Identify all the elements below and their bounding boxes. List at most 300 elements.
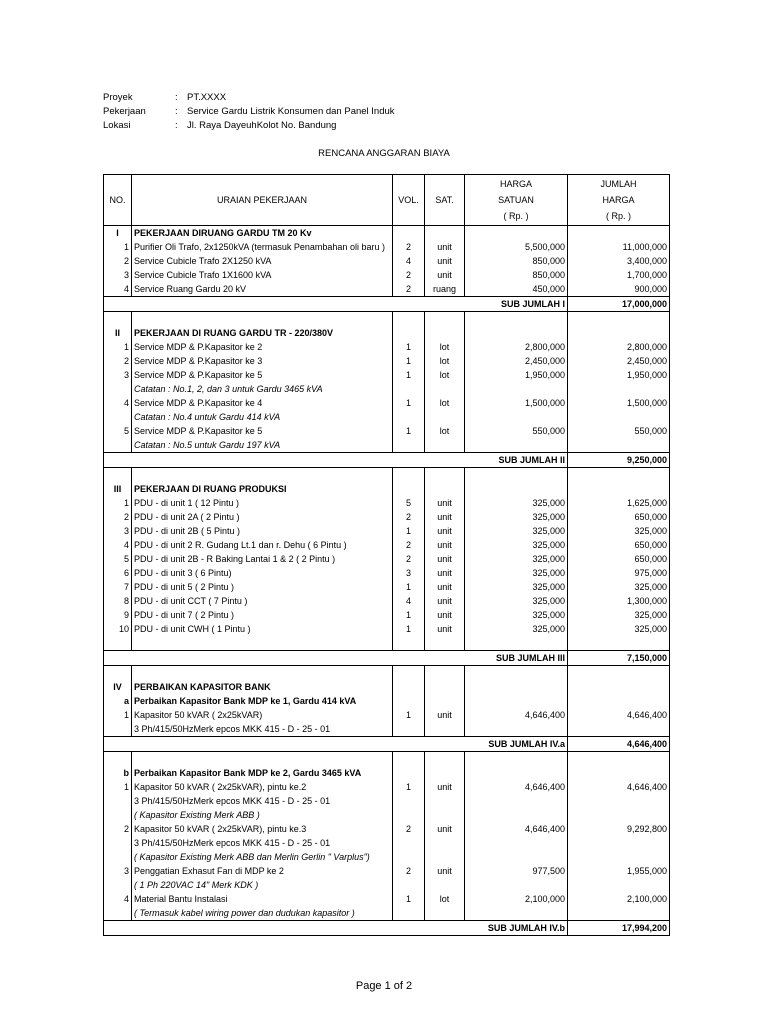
- row-unit-price: 2,100,000: [465, 892, 568, 906]
- subtotal-value: 7,150,000: [568, 651, 670, 666]
- row-description: PDU - di unit 7 ( 2 Pintu ): [132, 608, 393, 622]
- row-total-price: [568, 906, 670, 921]
- row-number: II: [104, 326, 132, 340]
- project-header: [103, 91, 395, 133]
- row-volume: 4: [393, 254, 425, 268]
- row-description: Service MDP & P.Kapasitor ke 5: [132, 368, 393, 382]
- subtotal-blank: [132, 297, 393, 312]
- row-total-price: [568, 878, 670, 892]
- subtotal-blank: [393, 453, 425, 468]
- table-row: [104, 368, 670, 382]
- section-row: [104, 226, 670, 241]
- spacer-cell: [104, 752, 132, 767]
- subtotal-blank: [132, 651, 393, 666]
- row-number: [104, 410, 132, 424]
- row-unit-price: 325,000: [465, 524, 568, 538]
- row-number: [104, 722, 132, 737]
- row-number: [104, 794, 132, 808]
- row-unit: [425, 836, 465, 850]
- subtotal-blank: [425, 453, 465, 468]
- header-jumlah-line1: JUMLAH: [600, 179, 637, 189]
- row-number: 2: [104, 254, 132, 268]
- row-number: [104, 836, 132, 850]
- table-row: [104, 524, 670, 538]
- row-unit: lot: [425, 354, 465, 368]
- spacer-cell: [425, 312, 465, 327]
- table-row: [104, 510, 670, 524]
- header-sat: SAT.: [425, 175, 465, 226]
- row-total-price: 900,000: [568, 282, 670, 297]
- subtotal-label: SUB JUMLAH I: [465, 297, 568, 312]
- table-header-row: [104, 175, 670, 226]
- row-number: 5: [104, 552, 132, 566]
- row-unit-price: [465, 680, 568, 694]
- row-unit: ruang: [425, 282, 465, 297]
- row-unit: lot: [425, 892, 465, 906]
- subtotal-blank: [132, 453, 393, 468]
- note-row: [104, 850, 670, 864]
- header-colon: :: [175, 92, 178, 103]
- row-unit: unit: [425, 594, 465, 608]
- subtotal-blank: [425, 651, 465, 666]
- row-volume: 5: [393, 496, 425, 510]
- row-unit: unit: [425, 524, 465, 538]
- spacer-cell: [465, 636, 568, 651]
- row-unit: [425, 382, 465, 396]
- spacer-row: [104, 752, 670, 767]
- table-row: [104, 622, 670, 636]
- row-volume: [393, 680, 425, 694]
- table-row: [104, 538, 670, 552]
- row-number: 3: [104, 368, 132, 382]
- row-number: 2: [104, 510, 132, 524]
- header-vol: VOL.: [393, 175, 425, 226]
- spacer-cell: [425, 666, 465, 681]
- row-number: [104, 878, 132, 892]
- table-row: [104, 580, 670, 594]
- subtotal-row: [104, 921, 670, 936]
- note-row: [104, 438, 670, 453]
- row-volume: [393, 878, 425, 892]
- section-row: [104, 326, 670, 340]
- header-colon: :: [175, 120, 178, 131]
- row-volume: [393, 694, 425, 708]
- row-unit-price: 325,000: [465, 552, 568, 566]
- row-unit-price: 325,000: [465, 496, 568, 510]
- header-jumlah-harga: [568, 175, 670, 226]
- row-number: 3: [104, 864, 132, 878]
- row-total-price: 2,800,000: [568, 340, 670, 354]
- table-row: [104, 340, 670, 354]
- row-description: 3 Ph/415/50HzMerk epcos MKK 415 - D - 25 - 01: [132, 794, 393, 808]
- row-total-price: 1,625,000: [568, 496, 670, 510]
- spacer-cell: [132, 752, 393, 767]
- row-unit: unit: [425, 780, 465, 794]
- header-uraian: URAIAN PEKERJAAN: [132, 175, 393, 226]
- row-description: Penggatian Exhasut Fan di MDP ke 2: [132, 864, 393, 878]
- section-row: [104, 694, 670, 708]
- row-total-price: [568, 694, 670, 708]
- row-volume: 2: [393, 282, 425, 297]
- table-row: [104, 254, 670, 268]
- row-description: Catatan : No.1, 2, dan 3 untuk Gardu 3465 kVA: [132, 382, 393, 396]
- row-volume: 1: [393, 608, 425, 622]
- row-total-price: [568, 326, 670, 340]
- row-unit: [425, 808, 465, 822]
- spacer-cell: [132, 636, 393, 651]
- row-total-price: 4,646,400: [568, 780, 670, 794]
- row-unit: unit: [425, 822, 465, 836]
- row-description: Service MDP & P.Kapasitor ke 5: [132, 424, 393, 438]
- row-description: PDU - di unit 1 ( 12 Pintu ): [132, 496, 393, 510]
- row-description: Service MDP & P.Kapasitor ke 2: [132, 340, 393, 354]
- table-row: [104, 424, 670, 438]
- row-description: PDU - di unit 2B - R Baking Lantai 1 & 2 ( 2 Pintu ): [132, 552, 393, 566]
- document-title: RENCANA ANGGARAN BIAYA: [318, 148, 450, 159]
- budget-table: [103, 174, 670, 936]
- row-number: 3: [104, 524, 132, 538]
- row-volume: 1: [393, 780, 425, 794]
- table-row: [104, 240, 670, 254]
- table-row: [104, 282, 670, 297]
- row-number: 4: [104, 282, 132, 297]
- spacer-cell: [132, 666, 393, 681]
- row-unit: [425, 766, 465, 780]
- row-unit-price: 325,000: [465, 594, 568, 608]
- subtotal-blank: [132, 921, 393, 936]
- note-row: [104, 722, 670, 737]
- row-unit: unit: [425, 580, 465, 594]
- row-total-price: 325,000: [568, 580, 670, 594]
- row-description: PDU - di unit 5 ( 2 Pintu ): [132, 580, 393, 594]
- subtotal-value: 17,994,200: [568, 921, 670, 936]
- subtotal-label: SUB JUMLAH II: [465, 453, 568, 468]
- row-description: Catatan : No.4 untuk Gardu 414 kVA: [132, 410, 393, 424]
- row-volume: 2: [393, 864, 425, 878]
- row-total-price: 325,000: [568, 524, 670, 538]
- spacer-cell: [568, 468, 670, 483]
- spacer-cell: [465, 468, 568, 483]
- row-unit: [425, 694, 465, 708]
- header-value: Jl. Raya DayeuhKolot No. Bandung: [187, 120, 337, 131]
- row-unit: [425, 794, 465, 808]
- row-volume: 2: [393, 552, 425, 566]
- row-volume: 1: [393, 892, 425, 906]
- row-unit-price: 2,800,000: [465, 340, 568, 354]
- header-row: [103, 91, 395, 105]
- row-unit-price: [465, 326, 568, 340]
- row-volume: 1: [393, 368, 425, 382]
- row-number: 6: [104, 566, 132, 580]
- row-volume: [393, 766, 425, 780]
- table-row: [104, 780, 670, 794]
- row-number: 2: [104, 354, 132, 368]
- row-volume: 1: [393, 708, 425, 722]
- row-volume: 1: [393, 396, 425, 410]
- spacer-cell: [132, 468, 393, 483]
- row-unit-price: [465, 766, 568, 780]
- row-description: 3 Ph/415/50HzMerk epcos MKK 415 - D - 25 - 01: [132, 722, 393, 737]
- row-total-price: [568, 850, 670, 864]
- row-number: [104, 438, 132, 453]
- row-volume: 1: [393, 424, 425, 438]
- note-row: [104, 382, 670, 396]
- subtotal-row: [104, 651, 670, 666]
- spacer-cell: [465, 752, 568, 767]
- row-volume: 2: [393, 538, 425, 552]
- row-total-price: [568, 482, 670, 496]
- row-volume: [393, 836, 425, 850]
- spacer-cell: [393, 666, 425, 681]
- row-total-price: [568, 808, 670, 822]
- row-description: Material Bantu Instalasi: [132, 892, 393, 906]
- row-total-price: [568, 766, 670, 780]
- row-volume: 2: [393, 240, 425, 254]
- row-unit-price: [465, 226, 568, 241]
- row-total-price: 1,500,000: [568, 396, 670, 410]
- table-row: [104, 608, 670, 622]
- spacer-cell: [568, 752, 670, 767]
- row-number: 10: [104, 622, 132, 636]
- row-unit: [425, 906, 465, 921]
- spacer-cell: [568, 312, 670, 327]
- row-unit: unit: [425, 510, 465, 524]
- table-row: [104, 594, 670, 608]
- subtotal-blank: [393, 651, 425, 666]
- spacer-cell: [425, 752, 465, 767]
- row-description: PEKERJAAN DI RUANG GARDU TR - 220/380V: [132, 326, 393, 340]
- note-row: [104, 906, 670, 921]
- spacer-cell: [568, 666, 670, 681]
- row-unit: lot: [425, 396, 465, 410]
- row-unit-price: 2,450,000: [465, 354, 568, 368]
- table-row: [104, 708, 670, 722]
- row-volume: [393, 808, 425, 822]
- row-unit-price: 4,646,400: [465, 822, 568, 836]
- spacer-cell: [393, 636, 425, 651]
- page-number: Page 1 of 2: [355, 980, 413, 992]
- subtotal-blank: [425, 921, 465, 936]
- subtotal-blank: [104, 297, 132, 312]
- row-unit: lot: [425, 340, 465, 354]
- spacer-cell: [568, 636, 670, 651]
- row-number: 4: [104, 396, 132, 410]
- row-unit-price: 1,500,000: [465, 396, 568, 410]
- row-unit-price: [465, 808, 568, 822]
- row-unit: unit: [425, 538, 465, 552]
- spacer-cell: [104, 312, 132, 327]
- row-unit: [425, 226, 465, 241]
- row-number: I: [104, 226, 132, 241]
- row-number: a: [104, 694, 132, 708]
- row-unit: lot: [425, 368, 465, 382]
- row-unit-price: 5,500,000: [465, 240, 568, 254]
- row-volume: [393, 438, 425, 453]
- table-row: [104, 354, 670, 368]
- row-description: PDU - di unit 3 ( 6 Pintu): [132, 566, 393, 580]
- row-unit-price: 850,000: [465, 254, 568, 268]
- header-row: [103, 105, 395, 119]
- row-unit-price: 1,950,000: [465, 368, 568, 382]
- subtotal-value: 17,000,000: [568, 297, 670, 312]
- row-total-price: [568, 438, 670, 453]
- row-unit: lot: [425, 424, 465, 438]
- spacer-cell: [393, 752, 425, 767]
- row-description: ( Termasuk kabel wiring power dan dudukan kapasitor ): [132, 906, 393, 921]
- row-total-price: 650,000: [568, 510, 670, 524]
- spacer-cell: [425, 636, 465, 651]
- row-description: ( Kapasitor Existing Merk ABB dan Merlin Gerlin " Varplus"): [132, 850, 393, 864]
- row-number: 1: [104, 708, 132, 722]
- row-unit: [425, 850, 465, 864]
- spacer-cell: [465, 666, 568, 681]
- row-volume: 2: [393, 268, 425, 282]
- spacer-cell: [104, 636, 132, 651]
- row-volume: [393, 382, 425, 396]
- row-volume: 4: [393, 594, 425, 608]
- header-value: PT.XXXX: [187, 92, 227, 103]
- row-volume: 1: [393, 622, 425, 636]
- row-number: 1: [104, 780, 132, 794]
- header-harga-line2: SATUAN: [498, 195, 534, 205]
- row-number: [104, 808, 132, 822]
- table-row: [104, 496, 670, 510]
- note-row: [104, 794, 670, 808]
- subtotal-blank: [104, 737, 132, 752]
- row-total-price: 650,000: [568, 538, 670, 552]
- row-description: PDU - di unit 2B ( 5 Pintu ): [132, 524, 393, 538]
- spacer-cell: [393, 468, 425, 483]
- table-row: [104, 552, 670, 566]
- row-description: Kapasitor 50 kVAR ( 2x25kVAR): [132, 708, 393, 722]
- row-unit-price: 325,000: [465, 622, 568, 636]
- header-label: Lokasi: [103, 120, 131, 131]
- row-volume: 2: [393, 510, 425, 524]
- subtotal-blank: [104, 453, 132, 468]
- row-number: III: [104, 482, 132, 496]
- spacer-cell: [132, 312, 393, 327]
- row-total-price: 325,000: [568, 608, 670, 622]
- row-unit-price: 450,000: [465, 282, 568, 297]
- row-number: b: [104, 766, 132, 780]
- row-unit: [425, 326, 465, 340]
- row-total-price: 1,300,000: [568, 594, 670, 608]
- row-total-price: [568, 382, 670, 396]
- subtotal-blank: [393, 297, 425, 312]
- row-unit-price: 977,500: [465, 864, 568, 878]
- row-unit-price: 325,000: [465, 608, 568, 622]
- row-total-price: 975,000: [568, 566, 670, 580]
- row-unit-price: 325,000: [465, 580, 568, 594]
- row-number: 3: [104, 268, 132, 282]
- subtotal-row: [104, 453, 670, 468]
- spacer-cell: [104, 666, 132, 681]
- row-unit-price: [465, 382, 568, 396]
- table-row: [104, 396, 670, 410]
- header-label: Proyek: [103, 92, 133, 103]
- row-number: 8: [104, 594, 132, 608]
- row-number: [104, 382, 132, 396]
- subtotal-label: SUB JUMLAH III: [465, 651, 568, 666]
- note-row: [104, 878, 670, 892]
- row-unit-price: 550,000: [465, 424, 568, 438]
- row-description: Perbaikan Kapasitor Bank MDP ke 2, Gardu 3465 kVA: [132, 766, 393, 780]
- spacer-row: [104, 636, 670, 651]
- row-unit-price: [465, 482, 568, 496]
- header-harga-line3: ( Rp. ): [503, 211, 529, 221]
- row-number: [104, 850, 132, 864]
- row-description: ( Kapasitor Existing Merk ABB ): [132, 808, 393, 822]
- row-number: 1: [104, 340, 132, 354]
- row-volume: [393, 410, 425, 424]
- subtotal-blank: [104, 651, 132, 666]
- row-description: Purifier Oli Trafo, 2x1250kVA (termasuk Penambahan oli baru ): [132, 240, 393, 254]
- row-volume: 1: [393, 340, 425, 354]
- note-row: [104, 410, 670, 424]
- row-total-price: [568, 410, 670, 424]
- row-unit: [425, 680, 465, 694]
- row-unit-price: 850,000: [465, 268, 568, 282]
- row-total-price: 3,400,000: [568, 254, 670, 268]
- row-description: ( 1 Ph 220VAC 14" Merk KDK ): [132, 878, 393, 892]
- spacer-cell: [425, 468, 465, 483]
- row-total-price: 1,950,000: [568, 368, 670, 382]
- row-number: IV: [104, 680, 132, 694]
- row-unit-price: [465, 850, 568, 864]
- row-total-price: 2,450,000: [568, 354, 670, 368]
- row-unit-price: 4,646,400: [465, 708, 568, 722]
- spacer-cell: [104, 468, 132, 483]
- row-unit: unit: [425, 268, 465, 282]
- row-number: 9: [104, 608, 132, 622]
- row-total-price: 4,646,400: [568, 708, 670, 722]
- row-volume: 3: [393, 566, 425, 580]
- row-unit-price: [465, 836, 568, 850]
- row-volume: [393, 850, 425, 864]
- row-description: PEKERJAAN DI RUANG PRODUKSI: [132, 482, 393, 496]
- row-unit-price: 4,646,400: [465, 780, 568, 794]
- header-jumlah-line3: ( Rp. ): [605, 211, 631, 221]
- row-unit-price: [465, 906, 568, 921]
- header-label: Pekerjaan: [103, 106, 146, 117]
- row-unit: unit: [425, 864, 465, 878]
- spacer-cell: [393, 312, 425, 327]
- row-unit-price: 325,000: [465, 538, 568, 552]
- row-unit-price: 325,000: [465, 510, 568, 524]
- row-total-price: [568, 226, 670, 241]
- row-unit: unit: [425, 622, 465, 636]
- row-volume: 1: [393, 354, 425, 368]
- row-unit: unit: [425, 608, 465, 622]
- note-row: [104, 836, 670, 850]
- subtotal-row: [104, 297, 670, 312]
- row-description: PDU - di unit CCT ( 7 Pintu ): [132, 594, 393, 608]
- row-total-price: 325,000: [568, 622, 670, 636]
- row-total-price: 550,000: [568, 424, 670, 438]
- subtotal-label: SUB JUMLAH IV.b: [465, 921, 568, 936]
- row-unit-price: [465, 878, 568, 892]
- subtotal-value: 9,250,000: [568, 453, 670, 468]
- row-description: PDU - di unit CWH ( 1 Pintu ): [132, 622, 393, 636]
- row-description: Perbaikan Kapasitor Bank MDP ke 1, Gardu 414 kVA: [132, 694, 393, 708]
- row-unit: [425, 722, 465, 737]
- row-description: Service MDP & P.Kapasitor ke 3: [132, 354, 393, 368]
- subtotal-blank: [393, 737, 425, 752]
- header-colon: :: [175, 106, 178, 117]
- row-unit: [425, 438, 465, 453]
- row-description: PDU - di unit 2 R. Gudang Lt.1 dan r. Dehu ( 6 Pintu ): [132, 538, 393, 552]
- row-volume: [393, 722, 425, 737]
